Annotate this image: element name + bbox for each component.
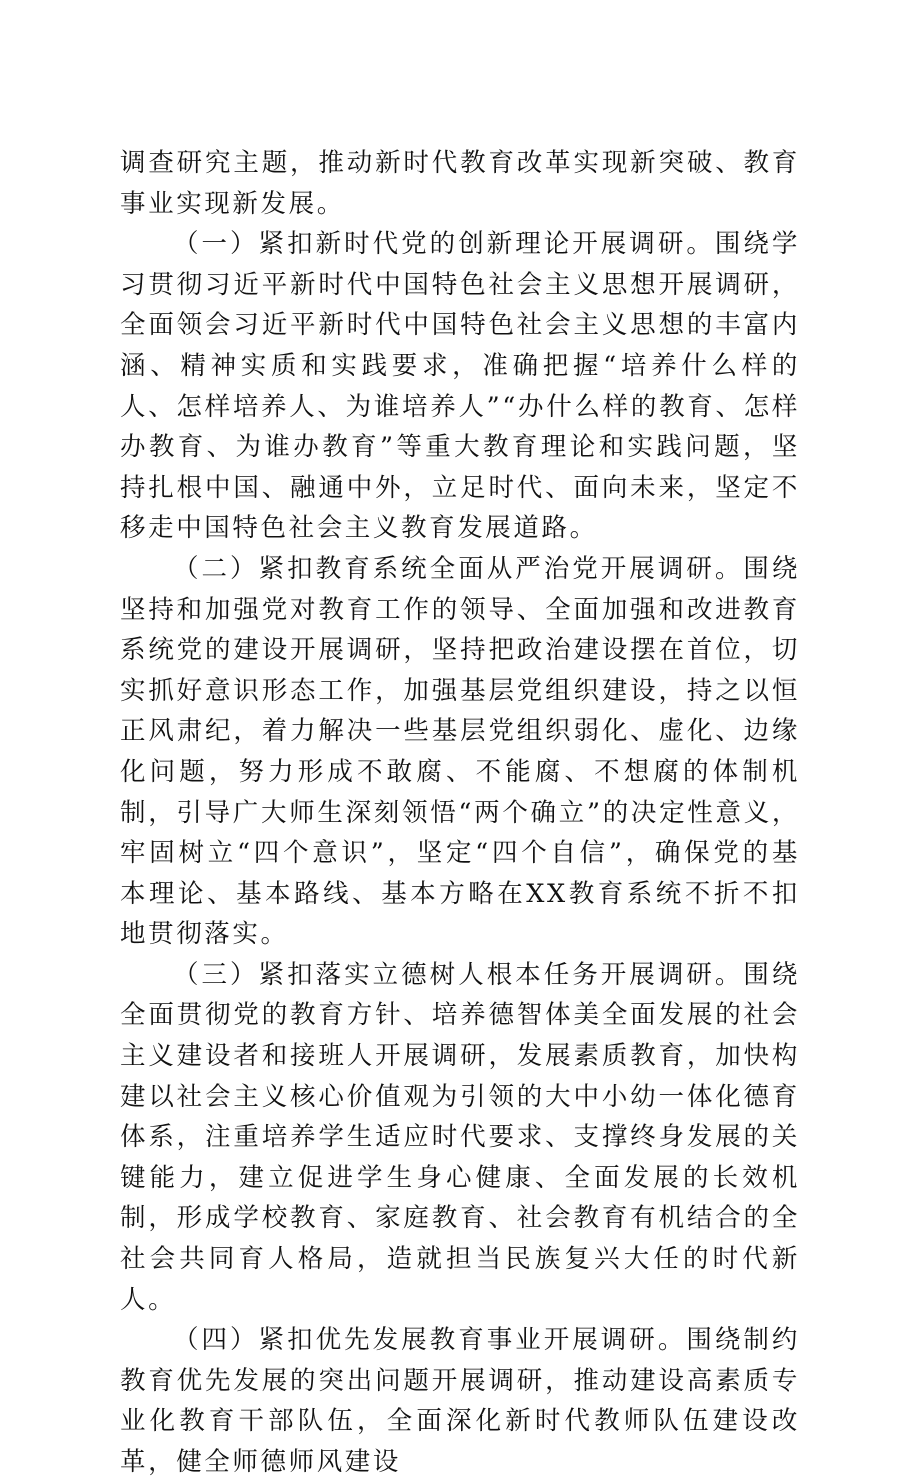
paragraph-section-3: （三）紧扣落实立德树人根本任务开展调研。围绕全面贯彻党的教育方针、培养德智体美全面发展的社会主义建设者和接班人开展调研，发展素质教育，加快构建以社会主义核心价值观为引领的大中小幼一体化德育体系，注重培养学生适应时代要求、支撑终身发展的关键能力，建立促进学生身心健康、全面发展的长效机制，形成学校教育、家庭教育、社会教育有机结合的全社会共同育人格局，造就担当民族复兴大任的时代新人。 — [120, 959, 800, 1315]
paragraph-section-4: （四）紧扣优先发展教育事业开展调研。围绕制约教育优先发展的突出问题开展调研，推动建设高素质专业化教育干部队伍，全面深化新时代教师队伍建设改革，健全师德师风建设 — [120, 1325, 800, 1477]
paragraph-section-1: （一）紧扣新时代党的创新理论开展调研。围绕学习贯彻习近平新时代中国特色社会主义思想开展调研，全面领会习近平新时代中国特色社会主义思想的丰富内涵、精神实质和实践要求，准确把握“培养什么样的人、怎样培养人、为谁培养人”“办什么样的教育、怎样办教育、为谁办教育”等重大教育理论和实践问题，坚持扎根中国、融通中外，立足时代、面向未来，坚定不移走中国特色社会主义教育发展道路。 — [120, 229, 800, 544]
document-body — [120, 143, 800, 1483]
paragraph-section-2: （二）紧扣教育系统全面从严治党开展调研。围绕坚持和加强党对教育工作的领导、全面加强和改进教育系统党的建设开展调研，坚持把政治建设摆在首位，切实抓好意识形态工作，加强基层党组织建设，持之以恒正风肃纪，着力解决一些基层党组织弱化、虚化、边缘化问题，努力形成不敢腐、不能腐、不想腐的体制机制，引导广大师生深刻领悟“两个确立”的决定性意义，牢固树立“四个意识”，坚定“四个自信”，确保党的基本理论、基本路线、基本方略在XX教育系统不折不扣地贯彻落实。 — [120, 553, 800, 950]
paragraph-continuation: 调查研究主题，推动新时代教育改革实现新突破、教育事业实现新发展。 — [120, 148, 800, 219]
